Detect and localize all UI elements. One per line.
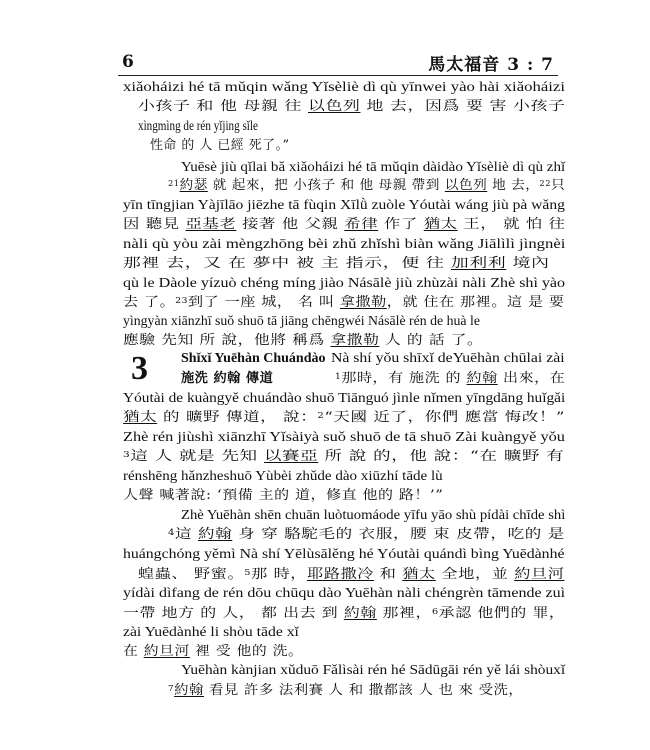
pinyin-line bbox=[123, 198, 565, 213]
text-segment: 小孩子 和 他 母親 往 bbox=[138, 99, 308, 114]
pinyin-line bbox=[123, 547, 564, 562]
section-heading-pinyin: Shǐxǐ Yuēhàn Chuándào bbox=[181, 351, 326, 366]
chapter-number: 3 bbox=[131, 350, 148, 387]
verse-number: 7 bbox=[168, 684, 175, 693]
proper-name: 約翰 bbox=[466, 371, 498, 386]
chinese-line bbox=[123, 449, 564, 464]
chinese-line bbox=[150, 138, 290, 153]
verse-number: 22 bbox=[539, 179, 551, 188]
pinyin-line bbox=[181, 663, 565, 678]
text-segment: yīn tīngjian Yàjīlāo jiēzhe tā fùqin Xīlǜ zuòle Yóutài wáng jiù pà wǎng bbox=[123, 198, 565, 213]
chinese-line bbox=[123, 295, 565, 310]
text-segment: 就 起來，把 小孩子 和 他 母親 帶到 bbox=[207, 178, 445, 193]
chinese-line bbox=[168, 527, 565, 542]
chinese-line bbox=[123, 606, 565, 621]
proper-name: 約旦河 bbox=[143, 644, 190, 659]
text-segment: 蝗蟲、 野蜜。 bbox=[138, 567, 245, 582]
chinese-line bbox=[123, 410, 565, 425]
proper-name: 約旦河 bbox=[514, 567, 565, 582]
text-segment: yídài dìfang de rén dōu chūqu dào Yuēhàn nàli chéngrèn tāmende zuì bbox=[123, 586, 566, 601]
text-segment: 那裡 去，又 在 夢中 被 主 指示，便 往 bbox=[123, 256, 451, 271]
verse-number: 4 bbox=[168, 528, 176, 537]
proper-name: 約瑟 bbox=[179, 178, 208, 193]
text-segment: xìngmìng de rén yǐjing sǐle bbox=[138, 119, 258, 134]
text-segment: 身 穿 駱駝毛的 衣服，腰 束 皮帶，吃的 是 bbox=[232, 527, 565, 542]
chinese-line bbox=[123, 256, 550, 271]
text-segment: 看見 許多 法利賽 人 和 撒都該 人 也 來 受洗， bbox=[203, 683, 524, 698]
text-segment: xiǎoháizi hé tā mǔqin wǎng Yǐsèliè dì qù yīnwei yào hài xiǎoháizi bbox=[123, 80, 566, 95]
proper-name: 約翰 bbox=[343, 606, 377, 621]
text-segment: 全地，並 bbox=[435, 567, 515, 582]
text-segment: 地 去，因爲 要 害 小孩子 bbox=[360, 99, 566, 114]
chinese-line bbox=[138, 567, 565, 582]
text-segment: 這 bbox=[175, 527, 199, 542]
text-segment: Zhè rén jiùshì xiānzhī Yǐsàiyà suǒ shuō de tā shuō Zài kuàngyě yǒu bbox=[123, 430, 565, 445]
text-segment: yìngyàn xiānzhī suǒ shuō tā jiāng chēngwéi Násālè rén de huà le bbox=[123, 314, 480, 329]
verse-number: 1 bbox=[335, 372, 342, 381]
proper-name: 亞基老 bbox=[185, 217, 237, 232]
text-segment: 所 說 的，他 說：“在 曠野 有 bbox=[318, 449, 565, 464]
pinyin-line bbox=[123, 625, 299, 640]
chinese-line bbox=[335, 371, 565, 386]
pinyin-line bbox=[123, 80, 565, 95]
text-segment: Zhè Yuēhàn shēn chuān luòtuomáode yīfu yāo shù pídài chīde shì bbox=[181, 508, 566, 523]
verse-number: 21 bbox=[168, 179, 180, 188]
pinyin-line bbox=[138, 119, 258, 134]
proper-name: 猶太 bbox=[423, 217, 458, 232]
pinyin-line bbox=[123, 430, 565, 445]
pinyin-line bbox=[181, 508, 565, 523]
text-segment: 那 時， bbox=[251, 567, 308, 582]
text-segment: 承認 他們的 罪， bbox=[438, 606, 566, 621]
chinese-line bbox=[168, 683, 523, 698]
proper-name: 希律 bbox=[344, 217, 379, 232]
text-segment: 一帶 地方 的 人， 都 出去 到 bbox=[123, 606, 344, 621]
running-header-reference: 馬太福音 3 : 7 bbox=[428, 55, 554, 75]
proper-name: 拿撒勒 bbox=[339, 295, 387, 310]
text-segment: 因 聽見 bbox=[123, 217, 186, 232]
text-segment: nàli qù yòu zài mèngzhōng bèi zhǔ zhǐshì biàn wǎng Jiālìlì jìngnèi bbox=[123, 237, 566, 252]
text-segment: 在 bbox=[123, 644, 144, 659]
chinese-line bbox=[123, 644, 303, 659]
text-segment: Yuēhàn kànjian xǔduō Fǎlìsài rén hé Sādūgāi rén yě lái shòuxǐ bbox=[181, 663, 566, 678]
text-segment: zài Yuēdànhé li shòu tāde xǐ bbox=[123, 625, 299, 640]
verse-number: 5 bbox=[244, 568, 252, 577]
text-segment: 應驗 先知 所 說，他將 稱爲 bbox=[123, 333, 331, 348]
proper-name: 猶太 bbox=[123, 410, 158, 425]
chinese-line bbox=[123, 217, 566, 232]
text-segment: ，就 住在 那裡。這 是 要 bbox=[386, 295, 565, 310]
section-heading-chinese: 施洗 約翰 傳道 bbox=[181, 371, 274, 386]
text-segment: rénshēng hǎnzheshuō Yùbèi zhǔde dào xiūzhí tāde lù bbox=[123, 469, 443, 484]
chinese-line bbox=[123, 488, 443, 503]
text-segment: 性命 的 人 已經 死了。” bbox=[150, 138, 290, 153]
text-segment: 去 了。 bbox=[123, 295, 176, 310]
page-number: 6 bbox=[122, 52, 134, 72]
text-segment: 人 的 話 了。 bbox=[379, 333, 484, 348]
proper-name: 約翰 bbox=[198, 527, 233, 542]
text-segment: 的 曠野 傳道， 說： bbox=[157, 410, 318, 425]
text-segment: huángchóng yěmì Nà shí Yēlùsālěng hé Yóutài quándì bìng Yuēdànhé bbox=[123, 547, 565, 562]
pinyin-line bbox=[181, 160, 565, 175]
text-segment: 接著 他 父親 bbox=[236, 217, 345, 232]
pinyin-line bbox=[123, 391, 565, 406]
text-segment: 王， 就 怕 往 bbox=[457, 217, 566, 232]
pinyin-line bbox=[123, 469, 443, 484]
pinyin-line bbox=[331, 351, 565, 366]
text-segment: 地 去， bbox=[487, 178, 540, 193]
text-segment: 境內 bbox=[506, 256, 550, 271]
text-segment: 作了 bbox=[378, 217, 424, 232]
pinyin-line bbox=[123, 314, 480, 329]
chinese-line bbox=[168, 178, 565, 193]
proper-name: 約翰 bbox=[174, 683, 204, 698]
text-segment: 人聲 喊著說: ‘預備 主的 道，修直 他的 路！’” bbox=[123, 488, 444, 503]
text-segment: Yuēsè jiù qǐlai bǎ xiǎoháizi hé tā mǔqin dàidào Yǐsèliè dì qù zhǐ bbox=[181, 160, 566, 175]
text-segment: 這 人 就是 先知 bbox=[130, 449, 264, 464]
proper-name: 耶路撒冷 bbox=[307, 567, 375, 582]
verse-number: 23 bbox=[175, 296, 189, 305]
text-segment: 和 bbox=[374, 567, 403, 582]
text-segment: 到了 一座 城， 名 叫 bbox=[188, 295, 340, 310]
text-segment: “天國 近了，你們 應當 悔改！” bbox=[324, 410, 566, 425]
text-segment: Yóutài de kuàngyě chuándào shuō Tiānguó jìnle nǐmen yīngdāng huǐgǎi bbox=[123, 391, 566, 406]
chinese-line bbox=[123, 333, 483, 348]
proper-name: 以色列 bbox=[307, 99, 361, 114]
chinese-line bbox=[138, 99, 565, 114]
verse-number: 2 bbox=[317, 411, 325, 420]
pinyin-line bbox=[123, 586, 565, 601]
proper-name: 猶太 bbox=[402, 567, 436, 582]
text-segment: 那裡， bbox=[376, 606, 432, 621]
text-segment: 那時，有 施洗 的 bbox=[341, 371, 467, 386]
text-segment: qù le Dàole yízuò chéng míng jiào Násālè jiù zhùzài nàli Zhè shì yào bbox=[123, 276, 566, 291]
text-segment: Nà shí yǒu shīxǐ deYuēhàn chūlai zài bbox=[331, 351, 565, 366]
text-segment: 只 bbox=[550, 178, 566, 193]
pinyin-line bbox=[123, 237, 565, 252]
pinyin-line bbox=[123, 276, 565, 291]
verse-number: 6 bbox=[431, 607, 439, 616]
text-segment: 裡 受 他的 洗。 bbox=[189, 644, 304, 659]
text-segment: 出來，在 bbox=[497, 371, 566, 386]
header-rule bbox=[118, 75, 558, 76]
proper-name: 以色列 bbox=[444, 178, 488, 193]
proper-name: 加利利 bbox=[450, 256, 507, 271]
verse-number: 3 bbox=[123, 450, 131, 459]
proper-name: 拿撒勒 bbox=[330, 333, 380, 348]
proper-name: 以賽亞 bbox=[263, 449, 319, 464]
